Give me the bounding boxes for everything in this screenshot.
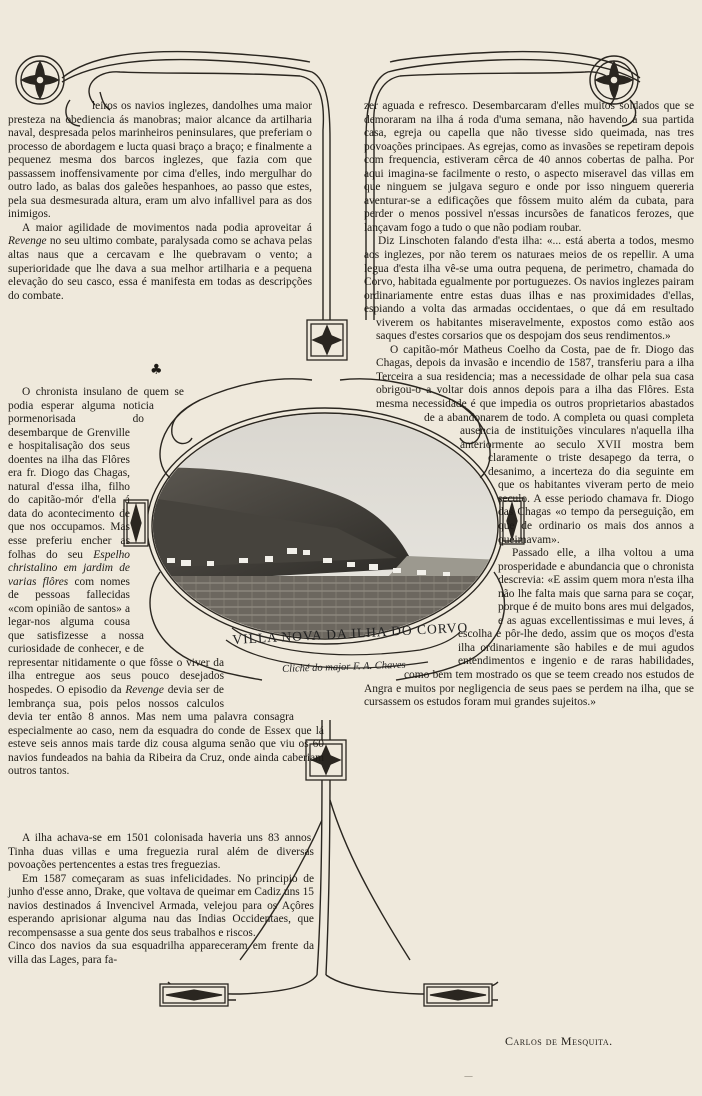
separator-ornament: ♣	[150, 362, 163, 378]
paragraph: Passado elle, a ilha voltou a uma prosperidade e abundancia que o chronista descrevia: «E assim quem mora n'esta ilha não lhe falta mais que sarna para se coçar, porque é de muito bons ares mui delgados, e as aguas excellentissimas e mui leves, á escolha e pôr-lhe dedo, assim que os moços d'esta ilha ordinariamente são habiles e de mui agudos entendimentos e ingenio e de raras habilidades, como bem tem mostrado os que se teem creado nos estudos de Angra e muitos por negligencia de seus paes se perdem na ilha, que se cursassem os estudos foram mui grandes sujeitos.»	[364, 547, 694, 709]
wrap-spacer	[144, 426, 324, 440]
book-title: Espelho christalino em jardim de varias flôres	[8, 548, 130, 588]
paragraph: A maior agilidade de movimentos nada podia aproveitar á Revenge no seu ultimo combate, paralysada como se achava pelas altas naus que a cercavam e lhe quebravam o vento; a superioridade que lhe dava a sua melhor artilharia e a pequena elevação do seu casco, essa é manifesta em todas as descripções do combate.	[8, 221, 312, 302]
wrap-spacer	[184, 386, 324, 412]
wrap-spacer	[164, 972, 314, 1032]
wrap-spacer	[364, 322, 376, 418]
wrap-spacer	[130, 440, 324, 620]
page-mark: —	[464, 1072, 473, 1082]
ornament-bar-right	[424, 984, 492, 1006]
corner-rosette-right	[590, 56, 638, 104]
paragraph: Cinco dos navios da sua esquadrilha appareceram em frente da villa das Lages, para fa-	[8, 940, 314, 966]
text-left-top	[8, 100, 312, 303]
photo-caption-title: VILLA NOVA DA ILHA DO CORVO	[232, 619, 469, 647]
wrap-spacer	[154, 412, 324, 426]
text-left-middle	[8, 386, 324, 830]
paragraph: zer aguada e refresco. Desembarcaram d'elles muitos soldados que se demoraram na ilha á roda d'uma semana, não havendo á sua partida casa, egreja ou capella que não tivesse sido queimada, nas tres povoações principaes. As egrejas, como as invasões se repetiram depois com frequencia, estiveram cêrca de 40 annos cobertas de palha. Por aqui imagina-se facilmente o resto, o aspecto miseravel das villas em que ninguem se julgava seguro e onde por isso ninguem quereria aventurar-se a edificações que fôssem muito além da cubata, para perder o menos possivel n'essas incursões de fanaticos ferozes, que lançavam fogo a tudo o que não podiam roubar.	[364, 100, 694, 234]
paragraph: Diz Linschoten falando d'esta ilha: «... está aberta a todos, mesmo aos inglezes, por não terem os naturaes meios de os repellir. A uma legua d'esta ilha vê-se uma outra pequena, de perimetro, chamada do Corvo, habitada egualmente por portuguezes. Os navios inglezes pairam ordinariamente entre estas duas ilhas e nas proximidades d'ellas, espiando a volta das armadas occidentaes, o que dá em resultado viverem os habitantes miseravelmente, expostos como estão aos saques d'estes corsarios que os despojam dos seus rendimentos.»	[364, 235, 694, 343]
wrap-spacer	[364, 418, 424, 432]
wrap-spacer	[364, 628, 458, 656]
photo-caption-credit: Cliché do major F. A. Chaves	[282, 659, 406, 675]
wrap-spacer	[364, 488, 498, 628]
paragraph: A ilha achava-se em 1501 colonisada haveria uns 83 annos. Tinha duas villas e uma freguezia rural além de diversas povoações pertencentes a estas tres freguezias.	[8, 832, 314, 872]
wrap-spacer	[364, 656, 404, 682]
paragraph: Em 1587 começaram as suas infelicidades. No principio de junho d'esse anno, Drake, que voltava de queimar em Cadiz uns 15 navios destinados á Invencivel Armada, velejou para os Açôres esperando aprisionar alguma nau das Indias Occidentaes, que recompensasse a sua gente dos seus trabalhos e riscos.	[8, 872, 314, 939]
wrap-spacer	[294, 704, 324, 714]
author-signature: Carlos de Mesquita.	[505, 1034, 613, 1048]
paragraph: O capitão-mór Matheus Coelho da Costa, pae de fr. Diogo das Chagas, depois da invasão e incendio de 1587, transferiu para a ilha Terceira a sua residencia; mas a necessidade de olhar pela sua casa obrigou-o a voltar dois annos depois para a ilha das Flôres. Esta mesma necessidade é que impedia os outros proprietarios abastados de a abandonarem de todo. A completa ou quasi completa ausencia de instituições vinculares n'aquella ilha anteriormente ao seculo XVII mostra bem claramente o triste desapego da terra, o desanimo, a incerteza do dia seguinte em que os habitantes viveram perto de meio seculo. A esse periodo chamava fr. Diogo das Chagas «o tempo da perseguição, em que de ordinario os mais dos annos a queimavam».	[376, 343, 694, 546]
wrap-spacer	[364, 460, 488, 488]
ship-name: Revenge	[8, 235, 47, 248]
wrap-spacer	[144, 620, 324, 648]
wrap-spacer	[364, 432, 460, 460]
wrap-spacer	[224, 648, 324, 704]
corner-rosette-left	[16, 56, 64, 104]
paragraph: leiros os navios inglezes, dandolhes uma maior presteza na obediencia ás manobras; maior alcance da artilharia naval, despresada pelos marinheiros peninsulares, que preferiam o processo de abordagem e lucta quasi braço a braço; e finalmente a pequenez mesma dos barcos inglezes, que fazia com que passassem inoffensivamente por cima d'elles, indo mergulhar do outro lado, as balas dos galeões hespanhoes, ao passo que estes, pela sua desmesurada altura, eram um alvo infallivel para as dos inimigos.	[8, 100, 312, 221]
paragraph: O chronista insulano de quem se podia esperar alguma noticia pormenorisada do desembarque de Grenville e hospitalisação dos seus doentes na ilha das Flôres era fr. Diogo das Chagas, natural d'essa ilha, filho do capitão-mór d'ella á data do acontecimento de que nos occupamos. Mas esse preferiu encher as folhas do seu Espelho christalino em jardim de varias flôres com nomes de pessoas fallecidas «com opinião de santos» a legar-nos alguma cousa que satisfizesse a nossa curiosidade de conhecer, e de representar nitidamente o que fôsse o viver da ilha entregue aos seus pouco desejados hospedes. O episodio da Revenge devia ser de lembrança sua, pois pelos nossos calculos devia ter então 8 annos. Mas nem uma palavra consagra especialmente ao caso, nem da esquadra do conde de Essex que lá esteve seis annos mais tarde diz cousa alguma senão que viu os 60 navios fundeados na bahia da Ribeira da Cruz, onde ainda caberiam outros tantos.	[8, 386, 324, 778]
text-left-bottom	[8, 832, 314, 1032]
ornament-tile-top	[307, 320, 347, 360]
ship-name: Revenge	[125, 684, 164, 697]
text-right	[364, 100, 694, 986]
